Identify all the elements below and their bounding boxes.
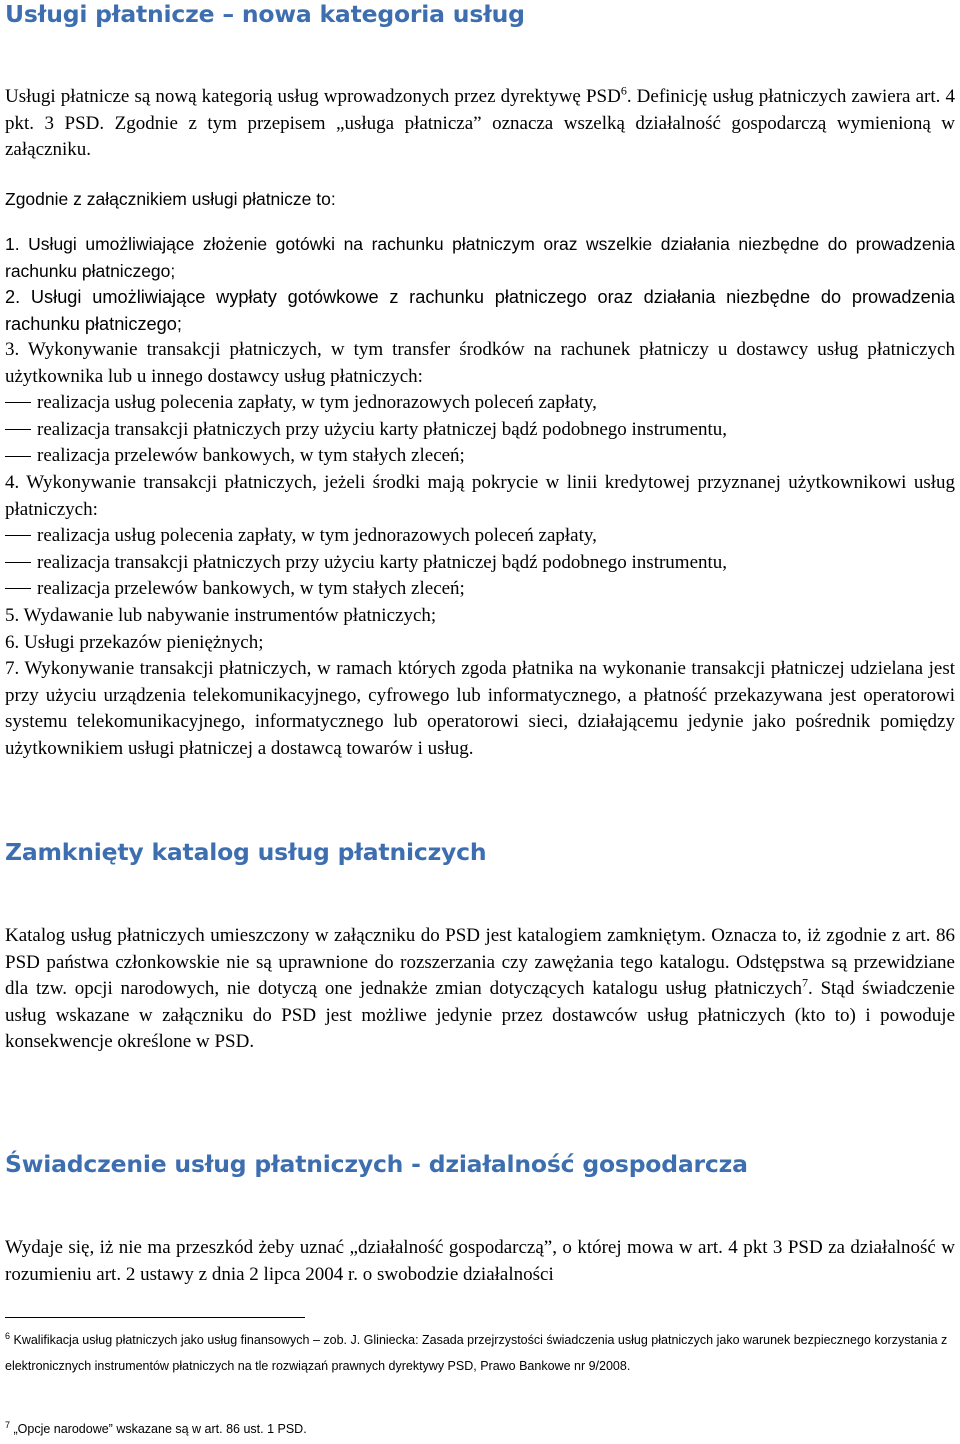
footnote-6: [5, 1327, 955, 1380]
list-item-7: 7. Wykonywanie transakcji płatniczych, w ramach których zgoda płatnika na wykonanie transakcji płatniczej udzielana jest przy użyciu urządzenia telekomunikacyjnego, cyfrowego lub informatycznego, a płatność przekazywana jest operatorowi systemu telekomunikacyjnego, informatycznego lub operatorowi sieci, działającemu jedynie jako pośrednik pomiędzy użytkownikiem usługi płatniczej a dostawcą towarów i usług.: [5, 658, 955, 759]
dash-bullet: [5, 562, 31, 563]
list-item-3-sub-1: realizacja usług polecenia zapłaty, w tym jednorazowych poleceń zapłaty,: [5, 390, 955, 417]
list-item-4: 4. Wykonywanie transakcji płatniczych, jeżeli środki mają pokrycie w linii kredytowej przyznanej użytkownikowi usług płatniczych:: [5, 471, 955, 520]
closed-catalog-text-b: . Stąd świadczenie usług wskazane w załączniku do PSD jest możliwe jedynie przez dostawców usług płatniczych (kto to) i powoduje konsekwencje określone w PSD.: [5, 978, 955, 1053]
footnote-separator: [5, 1317, 305, 1318]
dash-bullet: [5, 429, 31, 430]
list-item-5: 5. Wydawanie lub nabywanie instrumentów płatniczych;: [5, 604, 437, 626]
list-item-4-sub-3: realizacja przelewów bankowych, w tym stałych zleceń;: [5, 576, 955, 603]
dash-bullet: [5, 535, 31, 536]
footnote-7: [5, 1416, 955, 1442]
footnote-7-text: „Opcje narodowe” wskazane są w art. 86 ust. 1 PSD.: [10, 1422, 307, 1436]
closed-catalog-text-a: Katalog usług płatniczych umieszczony w załączniku do PSD jest katalogiem zamkniętym. Oznacza to, iż zgodnie z art. 86 PSD państwa członkowskie nie są uprawnione do rozszerzania czy zawężania tego katalogu. Odstępstwa są przewidziane dla tzw. opcji narodowych, nie dotyczą one jednakże zmian dotyczących katalogu usług płatniczych: [5, 925, 955, 1000]
footnote-7-number: 7: [5, 1419, 11, 1430]
service-list-part1: [5, 231, 955, 337]
dash-bullet: [5, 456, 31, 457]
footnote-ref-7[interactable]: 7: [802, 975, 809, 990]
service-list-part2: [5, 337, 955, 763]
dash-bullet: [5, 402, 31, 403]
section-heading-business-activity: Świadczenie usług płatniczych - działalność gospodarcza: [5, 1150, 748, 1178]
dash-bullet: [5, 588, 31, 589]
footnote-ref-6[interactable]: 6: [620, 83, 627, 98]
intro-paragraph: [5, 84, 955, 164]
list-item-3-sub-2: realizacja transakcji płatniczych przy użyciu karty płatniczej bądź podobnego instrumentu,: [5, 417, 955, 444]
footnote-6-text: Kwalifikacja usług płatniczych jako usług finansowych – zob. J. Gliniecka: Zasada przejrzystości świadczenia usług płatniczych jako warunek bezpiecznego korzystania z elektronicznych instrumentów płatniczych na tle rozwiązań prawnych dyrektywy PSD, Prawo Bankowe nr 9/2008.: [5, 1333, 948, 1374]
list-intro: Zgodnie z załącznikiem usługi płatnicze to:: [5, 189, 336, 209]
list-item-4-sub-2: realizacja transakcji płatniczych przy użyciu karty płatniczej bądź podobnego instrumentu,: [5, 550, 955, 577]
intro-text-b: . Definicję usług płatniczych zawiera art. 4 pkt. 3 PSD. Zgodnie z tym przepisem „usługa płatnicza” oznacza wszelką działalność gospodarczą wymienioną w załączniku.: [5, 86, 955, 161]
intro-text-a: Usługi płatnicze są nową kategorią usług wprowadzonych przez dyrektywę PSD: [5, 86, 621, 107]
list-item-4-sub-1: realizacja usług polecenia zapłaty, w tym jednorazowych poleceń zapłaty,: [5, 523, 955, 550]
footnote-6-number: 6: [5, 1330, 11, 1341]
list-item-2: 2. Usługi umożliwiające wypłaty gotówkowe z rachunku płatniczego oraz działania niezbędne do prowadzenia rachunku płatniczego;: [5, 287, 955, 334]
section-heading-closed-catalog: Zamknięty katalog usług płatniczych: [5, 838, 487, 866]
business-activity-paragraph: Wydaje się, iż nie ma przeszkód żeby uznać „działalność gospodarczą”, o której mowa w art. 4 pkt 3 PSD za działalność w rozumieniu art. 2 ustawy z dnia 2 lipca 2004 r. o swobodzie działalności: [5, 1237, 955, 1285]
closed-catalog-paragraph: [5, 923, 955, 1056]
list-item-3-sub-3: realizacja przelewów bankowych, w tym stałych zleceń;: [5, 443, 955, 470]
list-item-3: 3. Wykonywanie transakcji płatniczych, w tym transfer środków na rachunek płatniczy u dostawcy usług płatniczych użytkownika lub u innego dostawcy usług płatniczych:: [5, 339, 955, 387]
list-item-1: 1. Usługi umożliwiające złożenie gotówki na rachunku płatniczym oraz wszelkie działania niezbędne do prowadzenia rachunku płatniczego;: [5, 234, 955, 281]
list-item-6: 6. Usługi przekazów pieniężnych;: [5, 631, 264, 653]
section-heading-payment-services: Usługi płatnicze – nowa kategoria usług: [5, 0, 525, 28]
